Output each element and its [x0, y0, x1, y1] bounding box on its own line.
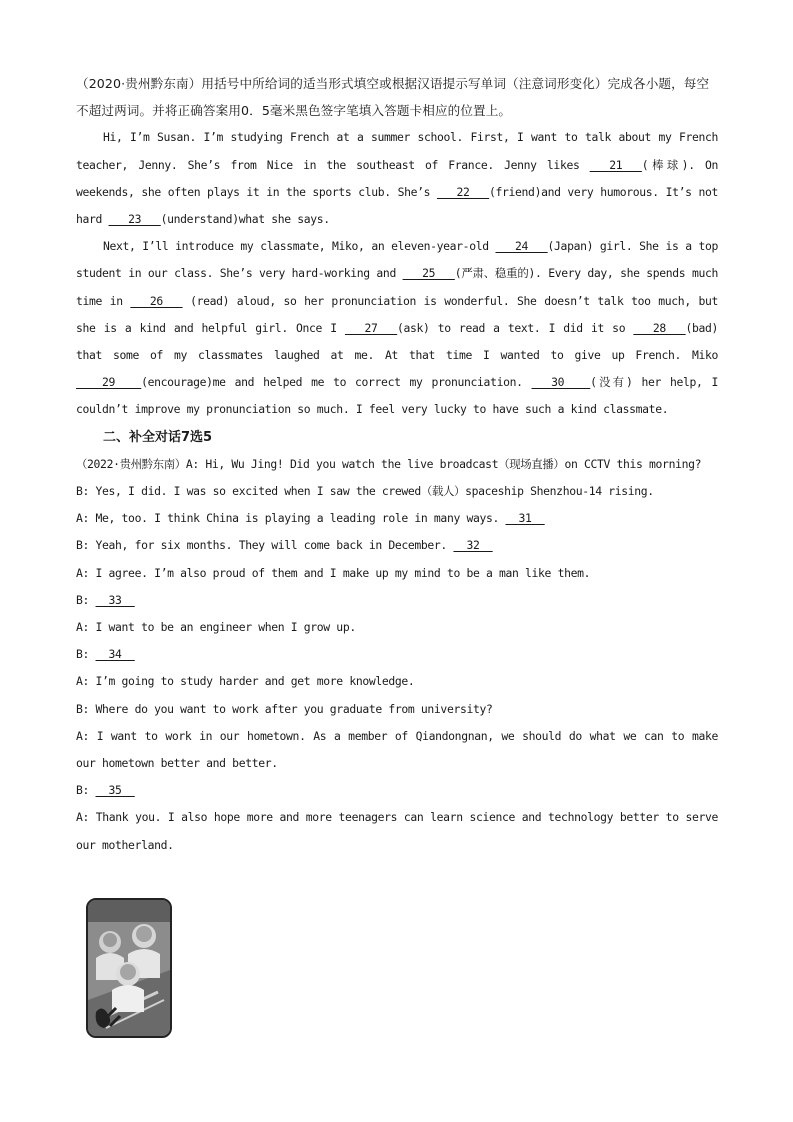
- document-page: [76, 70, 718, 859]
- text-span: B:: [76, 783, 96, 798]
- text-span: (friend)and very humorous. It’s not hard: [76, 184, 718, 227]
- section-title: 二、补全对话7选5: [103, 429, 213, 445]
- blank-30: ___30____: [531, 375, 591, 390]
- text-span: Hi, I’m Susan. I’m studying French at a summer school. First, I want to talk about my French teacher, Jenny. She’s from Nice in the southeast of France. Jenny likes: [76, 130, 718, 172]
- blank-33: __33__: [95, 592, 135, 607]
- astronauts-photo: [86, 898, 172, 1038]
- dialogue-line: A: I want to work in our hometown. As a member of Qiandongnan, we should do what we can to make our hometown better and better.: [76, 728, 718, 771]
- dialogue-line: [76, 532, 718, 559]
- blank-32: __32__: [453, 538, 493, 553]
- text-span: B:: [76, 647, 96, 662]
- passage-paragraph-2: [76, 233, 718, 423]
- dialogue-line: [76, 777, 718, 804]
- text-span: A: Me, too. I think China is playing a leading role in many ways.: [76, 511, 506, 526]
- blank-26: ___26___: [130, 293, 183, 308]
- blank-21: ___21___: [589, 157, 642, 172]
- blank-31: __31__: [505, 511, 545, 526]
- dialogue-line: A: I want to be an engineer when I grow up.: [76, 620, 356, 635]
- passage-paragraph-1: [76, 124, 718, 233]
- dialogue-intro: （2022·贵州黔东南）A: Hi, Wu Jing! Did you watch the live broadcast（现场直播）on CCTV this morning?: [76, 456, 702, 471]
- text-span: (棒球). On weekends, she often plays it in the sports club. She’s: [76, 157, 718, 199]
- dialogue-line: [76, 641, 718, 668]
- blank-24: ___24___: [495, 239, 548, 254]
- blank-29: ____29____: [76, 375, 142, 390]
- blank-23: ___23___: [108, 212, 161, 227]
- instruction-text: （2020·贵州黔东南）用括号中所给词的适当形式填空或根据汉语提示写单词（注意词形变化）完成各小题，每空不超过两词。并将正确答案用0．5毫米黑色签字笔填入答题卡相应的位置上。: [76, 76, 710, 119]
- text-span: (read) aloud, so her pronunciation is wonderful. She doesn’t talk too much, but she is a kind and helpful girl. Once I: [76, 293, 719, 335]
- dialogue-line: B: Yes, I did. I was so excited when I saw the crewed（载人）spaceship Shenzhou-14 rising.: [76, 484, 654, 499]
- text-span: B:: [76, 592, 96, 607]
- dialogue-line: A: I agree. I’m also proud of them and I make up my mind to be a man like them.: [76, 565, 591, 580]
- dialogue-line: A: Thank you. I also hope more and more teenagers can learn science and technology better to serve our motherland.: [76, 810, 718, 852]
- dialogue-line: A: I’m going to study harder and get more knowledge.: [76, 674, 415, 689]
- dialogue-line: B: Where do you want to work after you graduate from university?: [76, 701, 493, 716]
- text-span: (understand)what she says.: [160, 212, 330, 227]
- blank-28: ___28___: [633, 320, 686, 335]
- text-span: (严肃、稳重的). Every day, she spends much time in: [76, 266, 719, 308]
- astronauts-photo-illustration: [88, 900, 170, 1036]
- text-span: (Japan) girl. She is a top student in our class. She’s very hard-working and: [76, 239, 719, 281]
- text-span: (ask) to read a text. I did it so: [397, 320, 634, 335]
- text-span: (bad) that some of my classmates laughed at me. At that time I wanted to give up French. Miko: [76, 320, 718, 363]
- dialogue-line: [76, 505, 718, 532]
- text-span: (encourage)me and helped me to correct my pronunciation.: [141, 375, 532, 390]
- blank-34: __34__: [95, 647, 135, 662]
- dialogue-line: [76, 587, 718, 614]
- blank-22: ___22___: [436, 184, 490, 199]
- blank-35: __35__: [95, 783, 135, 798]
- text-span: B: Yeah, for six months. They will come back in December.: [76, 538, 454, 553]
- text-span: Next, I’ll introduce my classmate, Miko, an eleven-year-old: [103, 239, 496, 254]
- blank-25: ___25___: [402, 266, 455, 281]
- text-span: (没有) her help, I couldn’t improve my pronunciation so much. I feel very lucky to have such a kind classmate.: [76, 375, 718, 417]
- blank-27: ___27___: [344, 320, 397, 335]
